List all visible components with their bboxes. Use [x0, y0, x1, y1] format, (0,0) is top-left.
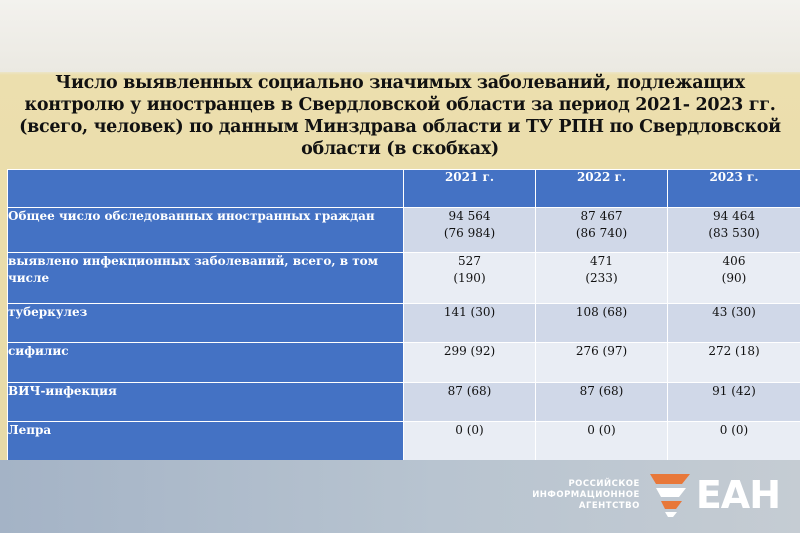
table-row — [8, 383, 800, 422]
cell-value: 87 (68) — [404, 383, 536, 422]
row-label: туберкулез — [8, 304, 404, 343]
cell-value: 141 (30) — [404, 304, 536, 343]
cell-value: 91 (42) — [668, 383, 800, 422]
cell-value — [668, 253, 800, 304]
cell-value — [536, 208, 668, 253]
agency-logo — [532, 470, 780, 520]
cell-value — [668, 208, 800, 253]
cell-value: 276 (97) — [536, 343, 668, 383]
table-row — [8, 422, 800, 461]
cell-value: 272 (18) — [668, 343, 800, 383]
table-row — [8, 253, 800, 304]
cell-value: 43 (30) — [668, 304, 800, 343]
data-table — [7, 169, 800, 461]
cell-text: 471 (233) — [585, 254, 618, 285]
column-header-2022: 2022 г. — [536, 170, 668, 208]
cell-text: 527 (190) — [453, 254, 486, 285]
logo-wordmark: ЕАН — [695, 473, 780, 517]
cell-text: 94 464 (83 530) — [708, 209, 760, 240]
header-row — [8, 170, 800, 208]
table-row — [8, 304, 800, 343]
ean-logo-mark-icon — [646, 472, 694, 518]
cell-value — [404, 253, 536, 304]
cell-value: 0 (0) — [668, 422, 800, 461]
column-header-2021: 2021 г. — [404, 170, 536, 208]
cell-value: 0 (0) — [536, 422, 668, 461]
row-label: ВИЧ-инфекция — [8, 383, 404, 422]
row-label: сифилис — [8, 343, 404, 383]
slide-title: Число выявленных социально значимых заболеваний, подлежащих контролю у иностранцев в Свердловской области за период 2021- 2023 гг. (всего, человек) по данным Минздрава области и ТУ РПН по Свердловской области (в скобках) — [19, 73, 781, 159]
cell-value: 0 (0) — [404, 422, 536, 461]
logo-caption-line: РОССИЙСКОЕ — [568, 478, 640, 489]
logo-caption-line: АГЕНТСТВО — [578, 500, 640, 511]
cell-value — [536, 253, 668, 304]
cell-text: 87 467 (86 740) — [575, 209, 628, 240]
cell-value: 87 (68) — [536, 383, 668, 422]
cell-text: 94 564 (76 984) — [443, 209, 496, 240]
row-label: Лепра — [8, 422, 404, 461]
cell-value: 108 (68) — [536, 304, 668, 343]
row-label: Общее число обследованных иностранных граждан — [8, 208, 404, 253]
top-band — [0, 0, 800, 72]
row-label: выявлено инфекционных заболеваний, всего, в том числе — [8, 253, 404, 304]
column-header-2023: 2023 г. — [668, 170, 800, 208]
header-corner-cell — [8, 170, 404, 208]
cell-value — [404, 208, 536, 253]
logo-caption — [532, 479, 640, 512]
logo-caption-line: ИНФОРМАЦИОННОЕ — [532, 489, 640, 500]
table-row — [8, 343, 800, 383]
cell-text: 406 (90) — [721, 254, 747, 285]
table-row — [8, 208, 800, 253]
cell-value: 299 (92) — [404, 343, 536, 383]
